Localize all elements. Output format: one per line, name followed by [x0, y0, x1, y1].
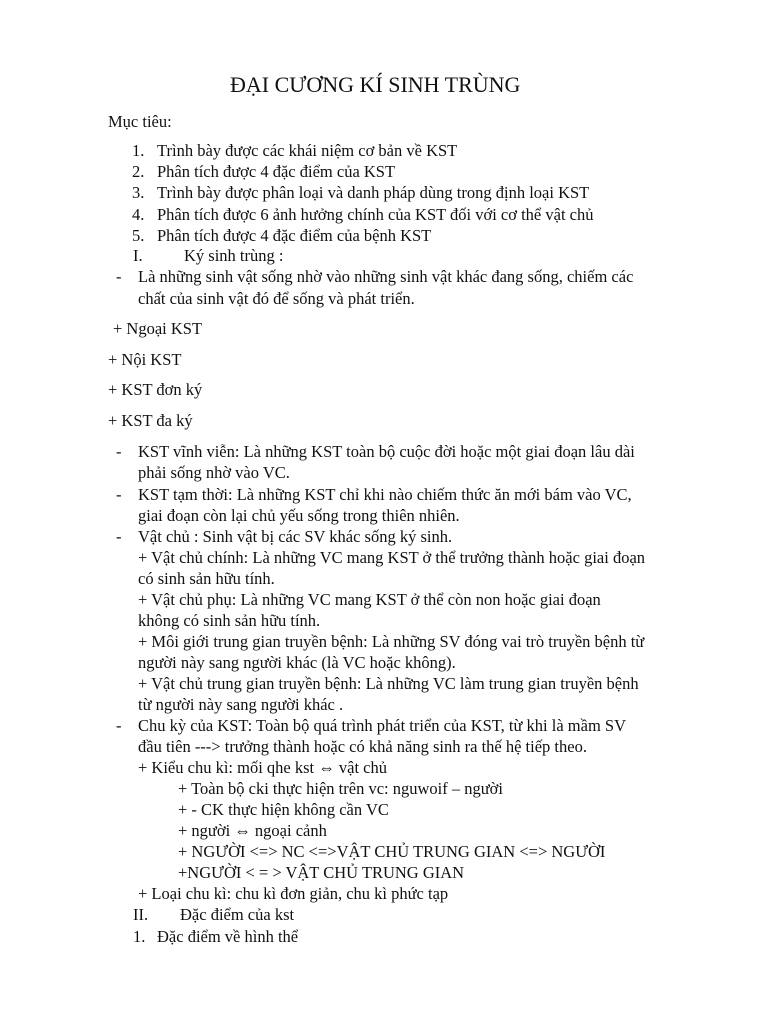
objective-number: 5. [132, 226, 145, 245]
subsection-number: 1. [133, 927, 146, 946]
section-number: II. [133, 905, 149, 924]
objective-number: 1. [132, 141, 145, 160]
objectives-label: Mục tiêu: [108, 112, 172, 131]
objective-number: 2. [132, 162, 145, 181]
cycle-subitem: + NGƯỜI <=> NC <=>VẬT CHỦ TRUNG GIAN <=> NGƯỜI [178, 842, 606, 861]
bullet-text: + Vật chủ trung gian truyền bệnh: Là những VC làm trung gian truyền bệnh [138, 674, 639, 693]
type-item: + KST đơn ký [108, 380, 203, 399]
section-heading: Đặc điểm của kst [180, 905, 295, 924]
bullet-text: + Vật chủ chính: Là những VC mang KST ở thể trưởng thành hoặc giai đoạn [138, 548, 646, 567]
page-title: ĐẠI CƯƠNG KÍ SINH TRÙNG [230, 72, 521, 97]
type-item: + Ngoại KST [113, 319, 203, 338]
bullet-text: phải sống nhờ vào VC. [138, 463, 290, 482]
objective-text: Phân tích được 6 ảnh hưởng chính của KST đối với cơ thể vật chủ [157, 205, 594, 224]
bullet-text: Chu kỳ của KST: Toàn bộ quá trình phát triển của KST, từ khi là mầm SV [138, 716, 626, 735]
objective-text: Trình bày được các khái niệm cơ bản về KST [157, 141, 458, 160]
type-item: + Nội KST [108, 350, 182, 369]
bullet-text: + Vật chủ phụ: Là những VC mang KST ở thể còn non hoặc giai đoạn [138, 590, 601, 609]
objective-text: Trình bày được phân loại và danh pháp dùng trong định loại KST [157, 183, 590, 202]
cycle-subitem: + Toàn bộ cki thực hiện trên vc: nguwoif – người [178, 779, 503, 798]
section-number: I. [133, 246, 143, 265]
objective-text: Phân tích được 4 đặc điểm của KST [157, 162, 396, 181]
cycle-subitem: + người ⇔ ngoại cảnh [178, 821, 327, 840]
bullet-text: + Môi giới trung gian truyền bệnh: Là những SV đóng vai trò truyền bệnh từ [138, 632, 645, 651]
bullet-dash: - [116, 267, 122, 286]
definition-text: Là những sinh vật sống nhờ vào những sinh vật khác đang sống, chiếm các [138, 267, 634, 286]
bullet-dash: - [116, 442, 122, 461]
cycle-subitem: + - CK thực hiện không cần VC [178, 800, 389, 819]
type-item: + KST đa ký [108, 411, 193, 430]
bullet-text: KST tạm thời: Là những KST chỉ khi nào chiếm thức ăn mới bám vào VC, [138, 485, 632, 504]
bullet-text: Vật chủ : Sinh vật bị các SV khác sống ký sinh. [138, 527, 453, 546]
bullet-text: giai đoạn còn lại chủ yếu sống trong thiên nhiên. [138, 506, 460, 525]
bullet-text: có sinh sản hữu tính. [138, 569, 275, 588]
objective-text: Phân tích được 4 đặc điểm của bệnh KST [157, 226, 432, 245]
bullet-text: KST vĩnh viễn: Là những KST toàn bộ cuộc đời hoặc một giai đoạn lâu dài [138, 442, 635, 461]
cycle-subitem: +NGƯỜI < = > VẬT CHỦ TRUNG GIAN [178, 863, 465, 882]
bullet-dash: - [116, 485, 122, 504]
bullet-text: + Kiểu chu kì: mối qhe kst ⇔ vật chủ [138, 758, 387, 777]
bullet-text: từ người này sang người khác . [138, 695, 344, 714]
bullet-text: không có sinh sản hữu tính. [138, 611, 321, 630]
bullet-dash: - [116, 527, 122, 546]
objective-number: 3. [132, 183, 145, 202]
definition-text: chất của sinh vật đó để sống và phát triển. [138, 289, 415, 308]
bullet-dash: - [116, 716, 122, 735]
bullet-text: người này sang người khác (là VC hoặc không). [138, 653, 456, 672]
section-heading: Ký sinh trùng : [184, 246, 284, 265]
bullet-text: đầu tiên ---> trưởng thành hoặc có khả năng sinh ra thế hệ tiếp theo. [138, 737, 587, 756]
objective-number: 4. [132, 205, 145, 224]
bullet-text: + Loại chu kì: chu kì đơn giản, chu kì phức tạp [138, 884, 449, 903]
subsection-heading: Đặc điểm về hình thể [157, 927, 299, 946]
